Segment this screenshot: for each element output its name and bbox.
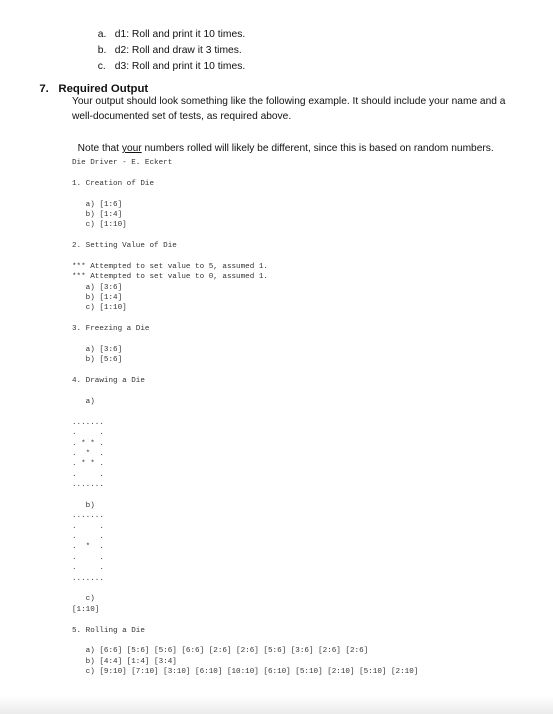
sublist-marker: b.	[97, 45, 107, 56]
sample-output-line: . .	[72, 429, 104, 438]
sublist-text: d3: Roll and print it 10 times.	[114, 61, 246, 72]
sample-output-line: a)	[72, 397, 95, 406]
sample-output-line: 2. Setting Value of Die	[72, 242, 177, 251]
sample-output-line: .......	[72, 481, 104, 490]
note-text-after: numbers rolled will likely be different, since this is based on random numbers.	[141, 143, 494, 154]
sample-output-line: . * .	[72, 543, 104, 552]
sample-output-line: c) [1:10]	[72, 221, 127, 230]
sample-output-line: b) [1:4]	[72, 294, 123, 303]
sample-output-line: . .	[72, 522, 104, 531]
sample-output-line: a) [6:6] [5:6] [5:6] [6:6] [2:6] [2:6] [5:6] [3:6] [2:6] [2:6]	[72, 647, 369, 656]
note-text-before: Note that	[77, 143, 122, 154]
sample-output-line	[72, 314, 418, 324]
sample-output-line	[72, 231, 418, 241]
sample-output-line: .......	[72, 574, 104, 583]
sample-output-line: a) [3:6]	[72, 346, 123, 355]
sample-output-line: b)	[72, 501, 95, 510]
sample-output-line: .......	[72, 512, 104, 521]
sample-output-line: . .	[72, 553, 104, 562]
sublist-marker: a.	[97, 29, 107, 40]
sample-output-line	[72, 584, 418, 594]
sample-output-line: [1:10]	[72, 605, 100, 614]
sublist-marker: c.	[97, 61, 106, 72]
sample-output-line	[72, 189, 418, 199]
sample-output-line: b) [4:4] [1:4] [3:4]	[72, 657, 177, 666]
sample-output	[72, 158, 418, 678]
sample-output-line	[72, 335, 418, 345]
sample-output-line: . .	[72, 564, 104, 573]
sublist-text: d1: Roll and print it 10 times.	[114, 29, 246, 40]
sample-output-line	[72, 615, 418, 625]
sample-output-line: 3. Freezing a Die	[72, 325, 150, 334]
page-bottom-shadow	[0, 696, 553, 714]
paragraph-line: well-documented set of tests, as required above.	[72, 111, 292, 122]
sample-output-line: .......	[72, 418, 104, 427]
sample-output-line: Die Driver - E. Eckert	[72, 159, 173, 167]
note-text-underlined: your	[121, 143, 142, 154]
note-paragraph	[72, 132, 494, 154]
sample-output-line: 5. Rolling a Die	[72, 626, 145, 635]
sample-output-line: c)	[72, 595, 95, 604]
sample-output-line: *** Attempted to set value to 5, assumed 1.	[72, 262, 268, 271]
sample-output-line: b) [5:6]	[72, 356, 123, 365]
paragraph-line: Your output should look something like the following example. It should include your name and a	[72, 96, 506, 107]
sample-output-line	[72, 407, 418, 417]
sample-output-line	[72, 636, 418, 646]
sample-output-line	[72, 366, 418, 376]
section-title: Required Output	[58, 83, 149, 95]
sample-output-line	[72, 252, 418, 262]
sample-output-line: . .	[72, 533, 104, 542]
sample-output-line: . * * .	[72, 439, 104, 448]
sublist-text: d2: Roll and draw it 3 times.	[114, 45, 242, 56]
sublist-item-c	[92, 50, 245, 72]
sample-output-line: . * * .	[72, 460, 104, 469]
sample-output-line: a) [3:6]	[72, 283, 123, 292]
sample-output-line: . * .	[72, 449, 104, 458]
sample-output-line: *** Attempted to set value to 0, assumed 1.	[72, 273, 268, 282]
sample-output-line: a) [1:6]	[72, 200, 123, 209]
section-heading	[33, 71, 148, 95]
sample-output-line	[72, 491, 418, 501]
sample-output-line: . .	[72, 470, 104, 479]
sample-output-line: c) [1:10]	[72, 304, 127, 313]
sample-output-line	[72, 168, 418, 178]
sample-output-line: 1. Creation of Die	[72, 179, 155, 188]
sample-output-line: c) [9:10] [7:10] [3:10] [6:10] [10:10] [6:10] [5:10] [2:10] [5:10] [2:10]	[72, 668, 419, 677]
sample-output-line	[72, 387, 418, 397]
sample-output-line: 4. Drawing a Die	[72, 377, 145, 386]
section-number: 7.	[39, 83, 49, 95]
sample-output-line: b) [1:4]	[72, 210, 123, 219]
